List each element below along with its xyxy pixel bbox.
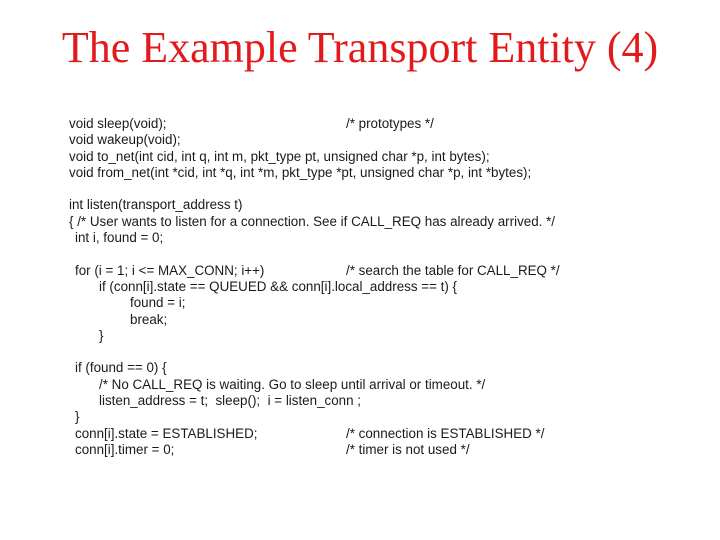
code-line <box>69 214 689 230</box>
code-text: conn[i].state = ESTABLISHED; <box>75 425 258 441</box>
code-text: for (i = 1; i <= MAX_CONN; i++) <box>75 262 265 278</box>
code-text: { /* User wants to listen for a connection. See if CALL_REQ has already arrived. */ <box>69 213 556 229</box>
code-line <box>69 426 689 442</box>
code-text: int i, found = 0; <box>75 230 164 246</box>
code-comment: /* timer is not used */ <box>346 441 470 457</box>
code-text: listen_address = t; sleep(); i = listen_conn ; <box>99 393 362 409</box>
code-line <box>69 197 689 213</box>
code-line <box>69 165 689 181</box>
code-text: if (found == 0) { <box>75 360 167 376</box>
code-text: break; <box>130 311 168 327</box>
code-line <box>69 377 689 393</box>
code-text: void sleep(void); <box>69 116 167 131</box>
code-line <box>69 344 689 360</box>
code-text: /* No CALL_REQ is waiting. Go to sleep until arrival or timeout. */ <box>99 376 486 392</box>
code-line <box>69 442 689 458</box>
code-text: void wakeup(void); <box>69 132 181 148</box>
code-line <box>69 116 689 132</box>
code-line <box>69 393 689 409</box>
code-line <box>69 312 689 328</box>
code-comment: /* prototypes */ <box>346 116 434 131</box>
code-text: void from_net(int *cid, int *q, int *m, pkt_type *pt, unsigned char *p, int *bytes); <box>69 164 532 180</box>
code-comment: /* search the table for CALL_REQ */ <box>346 262 560 278</box>
code-text: void to_net(int cid, int q, int m, pkt_type pt, unsigned char *p, int bytes); <box>69 148 490 164</box>
code-text: } <box>99 327 104 343</box>
code-text: } <box>75 409 80 425</box>
code-line <box>69 263 689 279</box>
code-line <box>69 230 689 246</box>
slide-title: The Example Transport Entity (4) <box>61 23 659 72</box>
code-line <box>69 295 689 311</box>
code-line <box>69 409 689 425</box>
code-line <box>69 360 689 376</box>
code-text: found = i; <box>130 295 186 311</box>
code-line <box>69 149 689 165</box>
code-line <box>69 246 689 262</box>
code-line <box>69 181 689 197</box>
code-text: int listen(transport_address t) <box>69 197 243 213</box>
code-comment: /* connection is ESTABLISHED */ <box>346 425 545 441</box>
code-text: conn[i].timer = 0; <box>75 441 175 457</box>
code-line <box>69 279 689 295</box>
code-listing <box>69 116 689 458</box>
code-line <box>69 132 689 148</box>
code-line <box>69 328 689 344</box>
code-text: if (conn[i].state == QUEUED && conn[i].local_address == t) { <box>99 278 458 294</box>
